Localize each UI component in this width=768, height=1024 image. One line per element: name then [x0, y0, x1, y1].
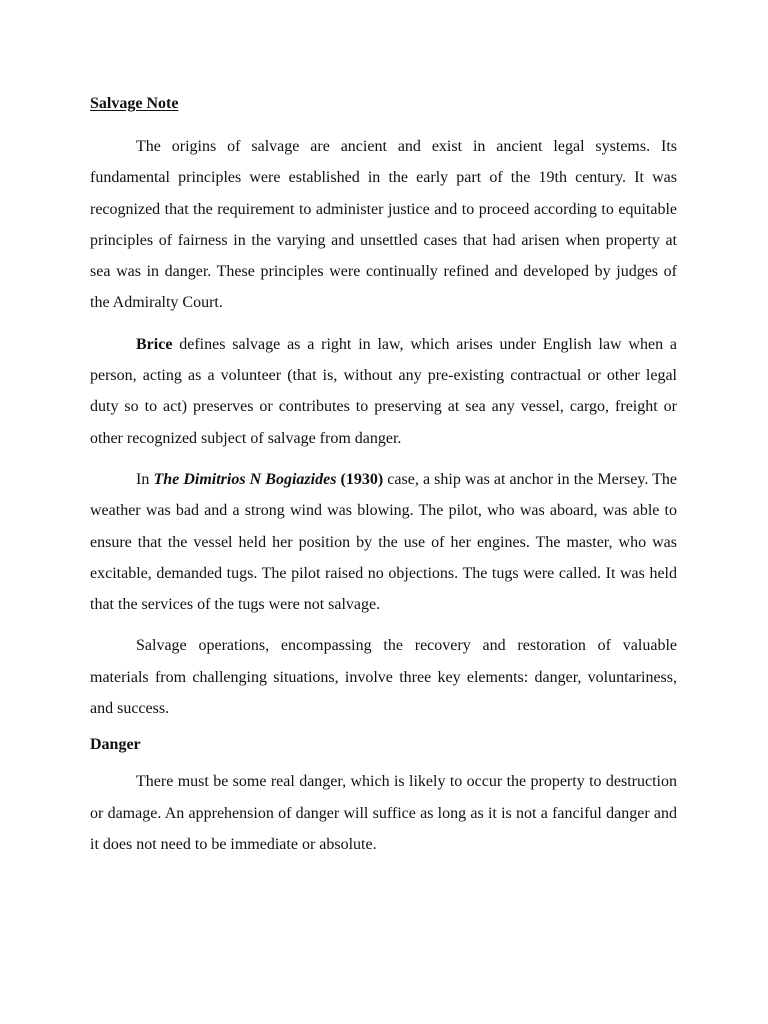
- case-prefix: In: [136, 470, 154, 488]
- section-heading-danger: Danger: [90, 736, 141, 754]
- paragraph-brice-definition: [90, 329, 677, 454]
- case-year: (1930): [336, 470, 384, 488]
- paragraph-origins: The origins of salvage are ancient and exist in ancient legal systems. Its fundamental principles were established in the early part of the 19th century. It was recognized that the requirement to administer justice and to proceed according to equitable principles of fairness in the varying and unsettled cases that had arisen when property at sea was in danger. These principles were continually refined and developed by judges of the Admiralty Court.: [90, 138, 677, 312]
- document-page: [90, 92, 677, 860]
- brice-definition-text: defines salvage as a right in law, which arises under English law when a person, acting as a volunteer (that is, without any pre-existing contractual or other legal duty so to act) preserves or contributes to preserving at sea any vessel, cargo, freight or other recognized subject of salvage from danger.: [90, 335, 677, 447]
- paragraph-danger: There must be some real danger, which is likely to occur the property to destruction or damage. An apprehension of danger will suffice as long as it is not a fanciful danger and it does not need to be immediate or absolute.: [90, 773, 677, 853]
- case-name: The Dimitrios N Bogiazides: [153, 470, 337, 488]
- case-text: case, a ship was at anchor in the Mersey. The weather was bad and a strong wind was blowing. The pilot, who was aboard, was able to ensure that the vessel held her position by the use of her engines. The master, who was excitable, demanded tugs. The pilot raised no objections. The tugs were called. It was held that the services of the tugs were not salvage.: [90, 470, 678, 614]
- author-name-brice: Brice: [136, 335, 173, 353]
- document-title: Salvage Note: [90, 95, 179, 112]
- paragraph-case-example: [90, 464, 677, 620]
- paragraph-key-elements: Salvage operations, encompassing the recovery and restoration of valuable materials from challenging situations, involve three key elements: danger, voluntariness, and success.: [90, 637, 677, 718]
